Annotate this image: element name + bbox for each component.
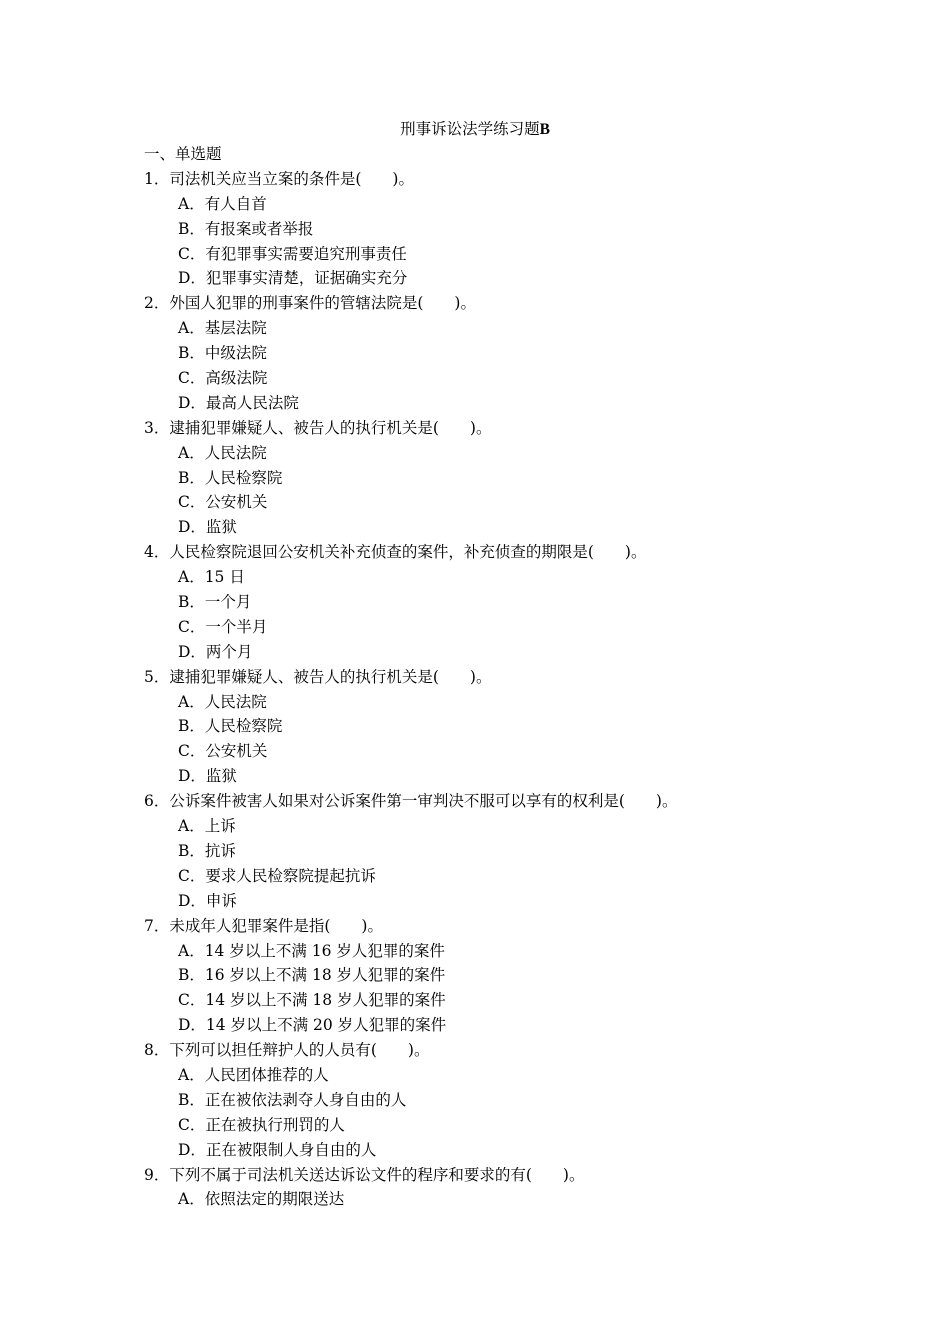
- question-block: [144, 540, 844, 664]
- question-option: C．公安机关: [178, 493, 268, 512]
- question-stem: 4．人民检察院退回公安机关补充侦查的案件，补充侦查的期限是( )。: [144, 543, 647, 562]
- question-stem: 5．逮捕犯罪嫌疑人、被告人的执行机关是( )。: [144, 667, 492, 686]
- question-option: A．14 岁以上不满 16 岁人犯罪的案件: [178, 941, 445, 960]
- question-option: B．中级法院: [178, 344, 267, 363]
- document-title-text: 刑事诉讼法学练习题: [400, 120, 540, 138]
- question-option: A．上诉: [178, 817, 236, 836]
- question-option: C．有犯罪事实需要追究刑事责任: [178, 244, 407, 263]
- question-block: [144, 789, 844, 913]
- question-option: A．人民团体推荐的人: [178, 1065, 329, 1084]
- question-stem: 6．公诉案件被害人如果对公诉案件第一审判决不服可以享有的权利是( )。: [144, 792, 678, 811]
- question-block: [144, 167, 844, 291]
- question-option: B．一个月: [178, 593, 252, 612]
- question-block: [144, 1163, 844, 1213]
- question-stem: 2．外国人犯罪的刑事案件的管辖法院是( )。: [144, 294, 476, 313]
- question-option: C．要求人民检察院提起抗诉: [178, 866, 376, 885]
- question-block: [144, 665, 844, 789]
- question-option: A．基层法院: [178, 319, 267, 338]
- question-option: A．人民法院: [178, 692, 267, 711]
- question-block: [144, 416, 844, 540]
- question-option: A．人民法院: [178, 443, 267, 462]
- question-block: [144, 914, 844, 1038]
- question-option: D．监狱: [178, 518, 237, 537]
- question-option: D．申诉: [178, 891, 237, 910]
- question-option: D．监狱: [178, 767, 237, 786]
- question-option: D．正在被限制人身自由的人: [178, 1140, 377, 1159]
- question-option: C．一个半月: [178, 617, 268, 636]
- question-option: B．人民检察院: [178, 468, 283, 487]
- question-block: [144, 291, 844, 415]
- question-stem: 9．下列不属于司法机关送达诉讼文件的程序和要求的有( )。: [144, 1165, 585, 1184]
- question-option: B．人民检察院: [178, 717, 283, 736]
- question-option: D．两个月: [178, 642, 253, 661]
- question-option: D．犯罪事实清楚，证据确实充分: [178, 269, 408, 288]
- question-option: D．14 岁以上不满 20 岁人犯罪的案件: [178, 1016, 447, 1035]
- question-stem: 8．下列可以担任辩护人的人员有( )。: [144, 1041, 430, 1060]
- question-option: A．依照法定的期限送达: [178, 1190, 345, 1209]
- question-stem: 7．未成年人犯罪案件是指( )。: [144, 916, 383, 935]
- question-option: A．有人自首: [178, 194, 267, 213]
- document-body: [144, 142, 844, 1212]
- document-title: [0, 117, 950, 142]
- question-option: B．16 岁以上不满 18 岁人犯罪的案件: [178, 966, 446, 985]
- question-option: C．公安机关: [178, 742, 268, 761]
- document-title-suffix: B: [539, 121, 550, 138]
- question-stem: 1．司法机关应当立案的条件是( )。: [144, 169, 414, 188]
- question-option: C．正在被执行刑罚的人: [178, 1115, 345, 1134]
- question-option: B．正在被依法剥夺人身自由的人: [178, 1090, 407, 1109]
- section-heading: 一、单选题: [144, 145, 222, 163]
- question-option: D．最高人民法院: [178, 393, 299, 412]
- question-option: B．抗诉: [178, 841, 236, 860]
- question-option: A．15 日: [178, 568, 245, 587]
- question-option: C．高级法院: [178, 369, 268, 388]
- question-option: C．14 岁以上不满 18 岁人犯罪的案件: [178, 991, 446, 1010]
- question-block: [144, 1038, 844, 1162]
- question-stem: 3．逮捕犯罪嫌疑人、被告人的执行机关是( )。: [144, 418, 492, 437]
- question-option: B．有报案或者举报: [178, 219, 314, 238]
